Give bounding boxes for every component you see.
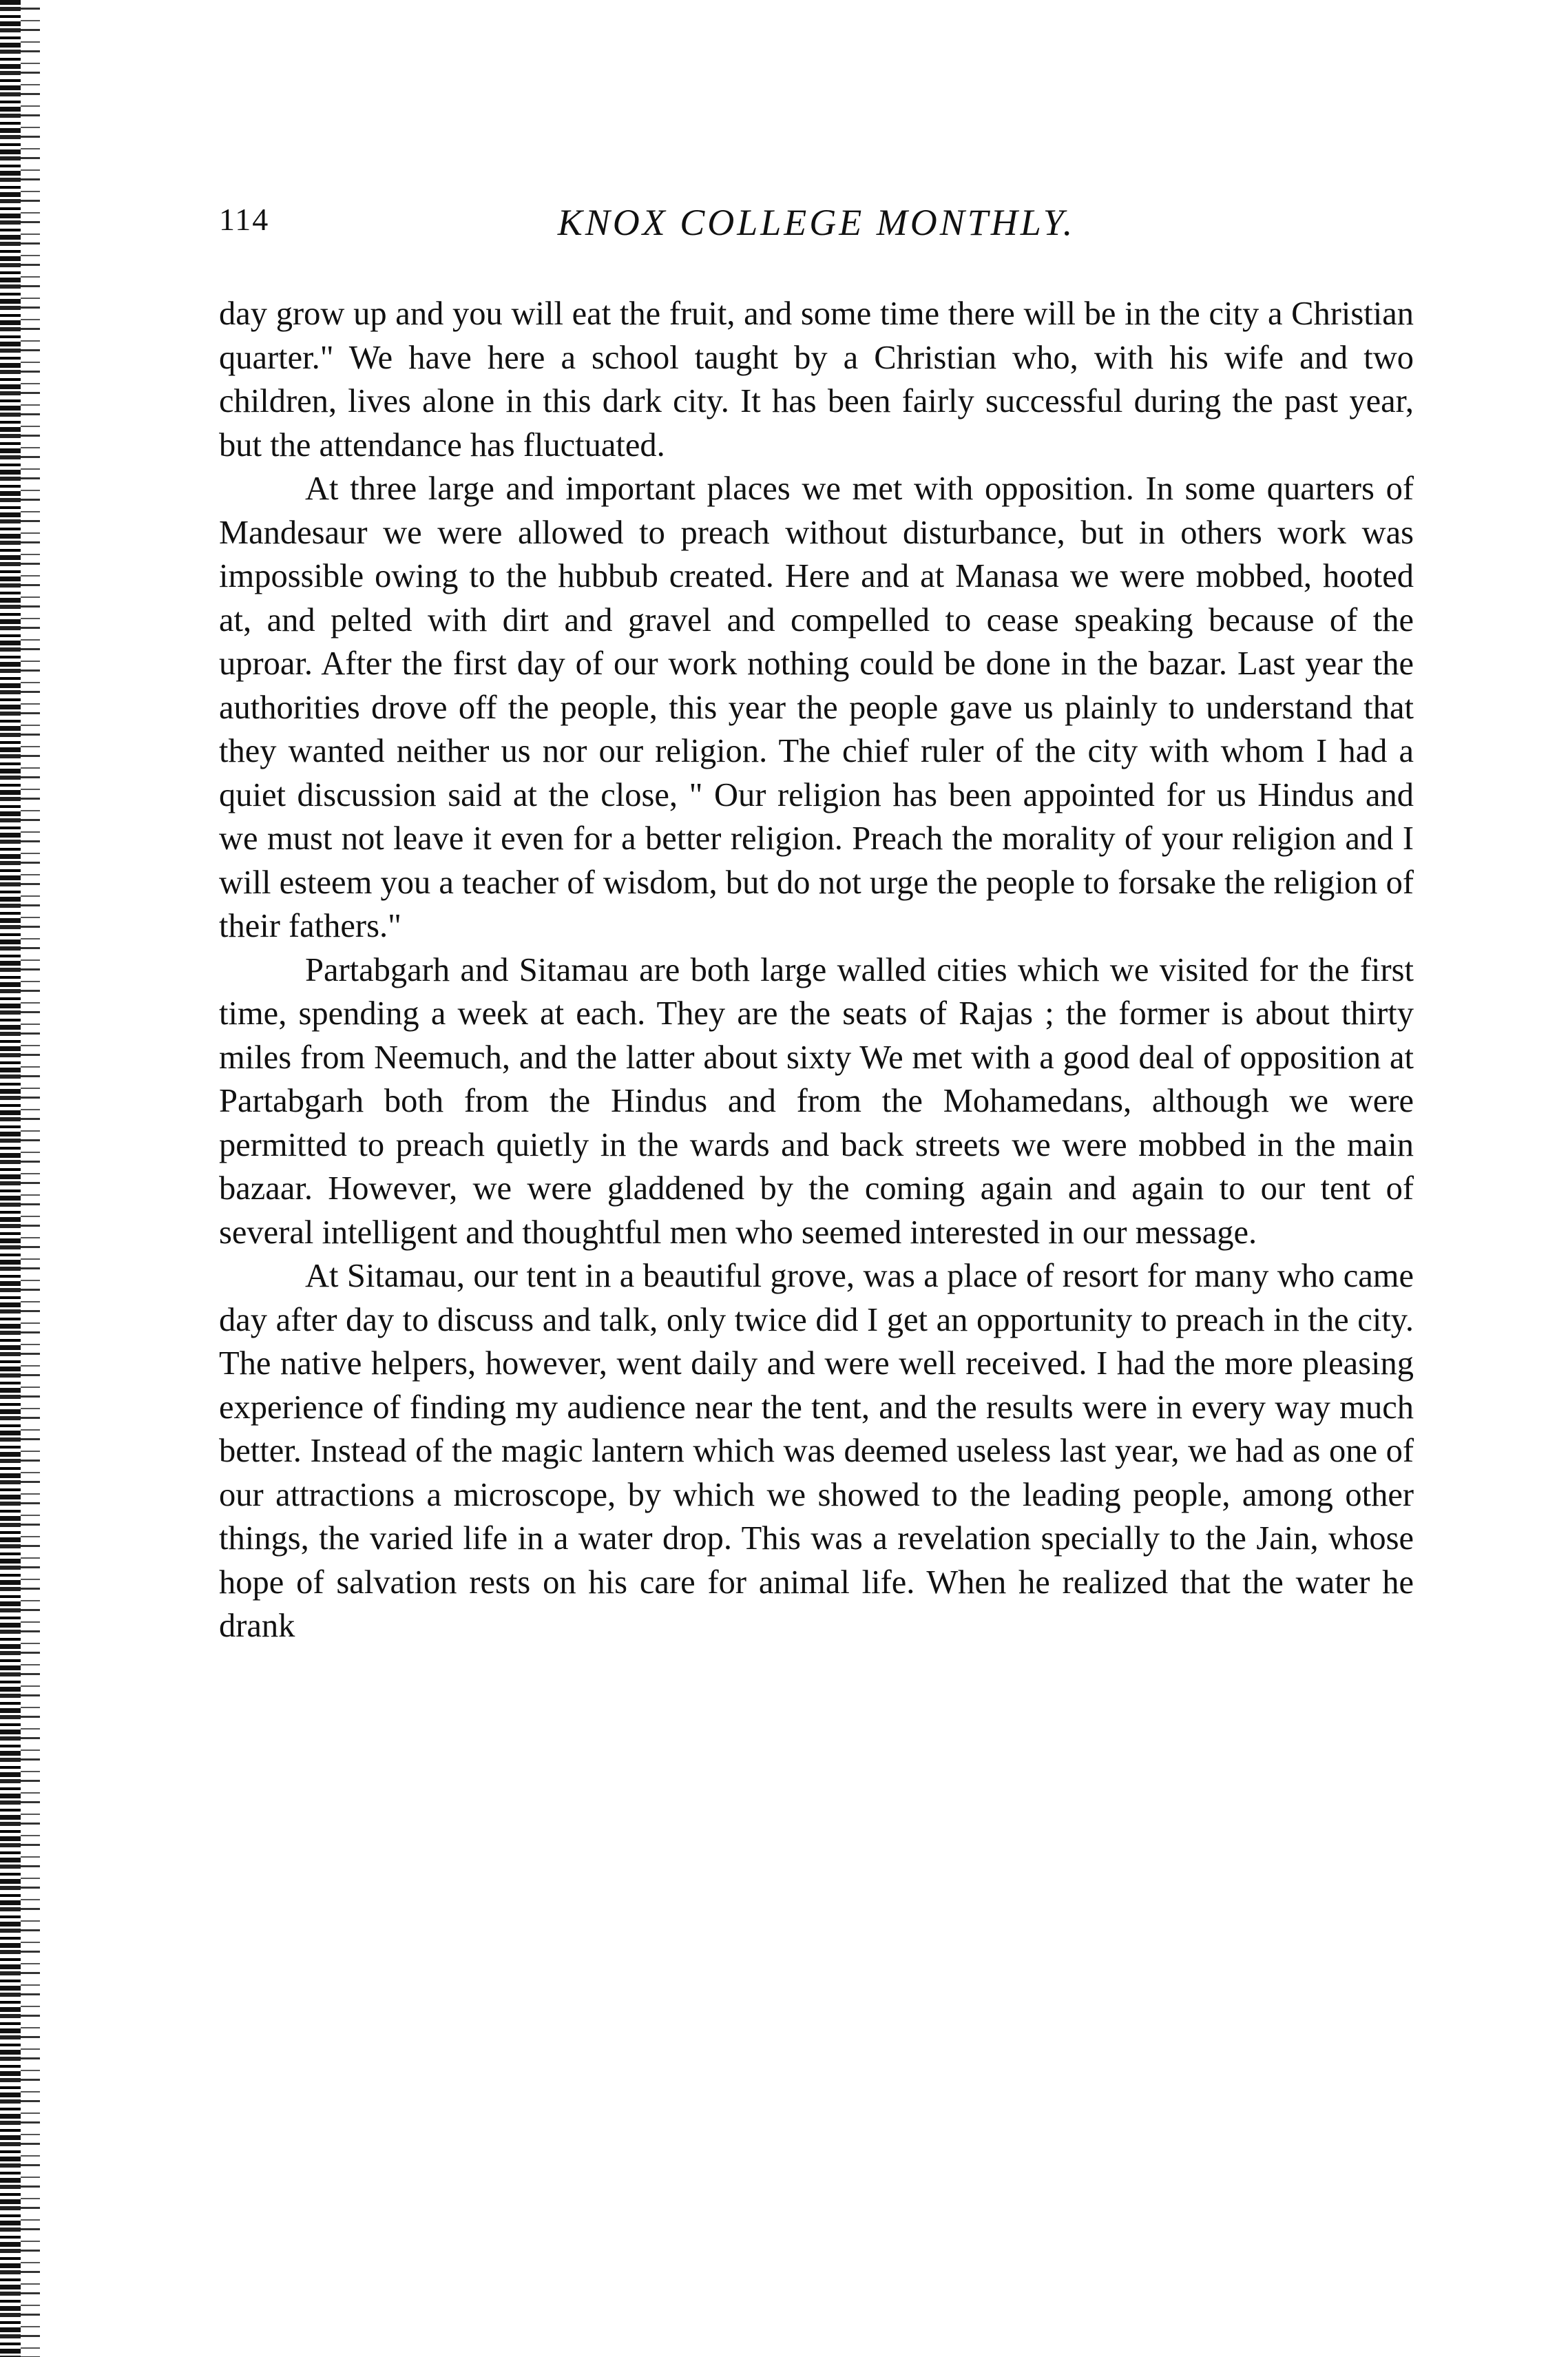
paragraph-partabgarh: Partabgarh and Sitamau are both large walled cities which we visited for the first time, spending a week at each. They are the seats of Rajas ; the former is about thirty miles from Neemuch, and the latter about sixty We met with a good deal of opposition at Partabgarh both from the Hindus and from the Mohamedans, although we were permitted to preach quietly in the wards and back streets we were mobbed in the main bazaar. However, we were gladdened by the coming again and again to our tent of several intelligent and thoughtful men who seemed interested in our message. — [219, 951, 1414, 1251]
scanned-binding-edge — [0, 0, 40, 2357]
body-text — [219, 292, 1414, 1648]
journal-title: KNOX COLLEGE MONTHLY. — [557, 202, 1076, 243]
running-head — [219, 201, 1414, 251]
paragraph-sitamau: At Sitamau, our tent in a beautiful grove, was a place of resort for many who came day after day to discuss and talk, only twice did I get an opportunity to preach in the city. The native helpers, however, went daily and were well received. I had the more pleasing experience of finding my audience near the tent, and the results were in every way much better. Instead of the magic lantern which was deemed useless last year, we had as one of our attractions a microscope, by which we showed to the leading people, among other things, the varied life in a water drop. This was a revelation specially to the Jain, whose hope of salvation rests on his care for animal life. When he realized that the water he drank — [219, 1258, 1414, 1644]
page-number: 114 — [219, 202, 270, 237]
paragraph-continued: day grow up and you will eat the fruit, and some time there will be in the city a Christian quarter." We have here a school taught by a Christian who, with his wife and two children, lives alone in this dark city. It has been fairly successful during the past year, but the attendance has fluctuated. — [219, 295, 1414, 464]
document-page — [219, 201, 1414, 1648]
paragraph-opposition: At three large and important places we met with opposition. In some quarters of Mandesaur we were allowed to preach without disturbance, but in others work was impossible owing to the hubbub created. Here and at Manasa we were mobbed, hooted at, and pelted with dirt and gravel and compelled to cease speaking because of the uproar. After the first day of our work nothing could be done in the bazar. Last year the authorities drove off the people, this year the people gave us plainly to understand that they wanted neither us nor our religion. The chief ruler of the city with whom I had a quiet discussion said at the close, " Our religion has been appointed for us Hindus and we must not leave it even for a better religion. Preach the morality of your religion and I will esteem you a teacher of wisdom, but do not urge the people to forsake the religion of their fathers." — [219, 470, 1414, 944]
